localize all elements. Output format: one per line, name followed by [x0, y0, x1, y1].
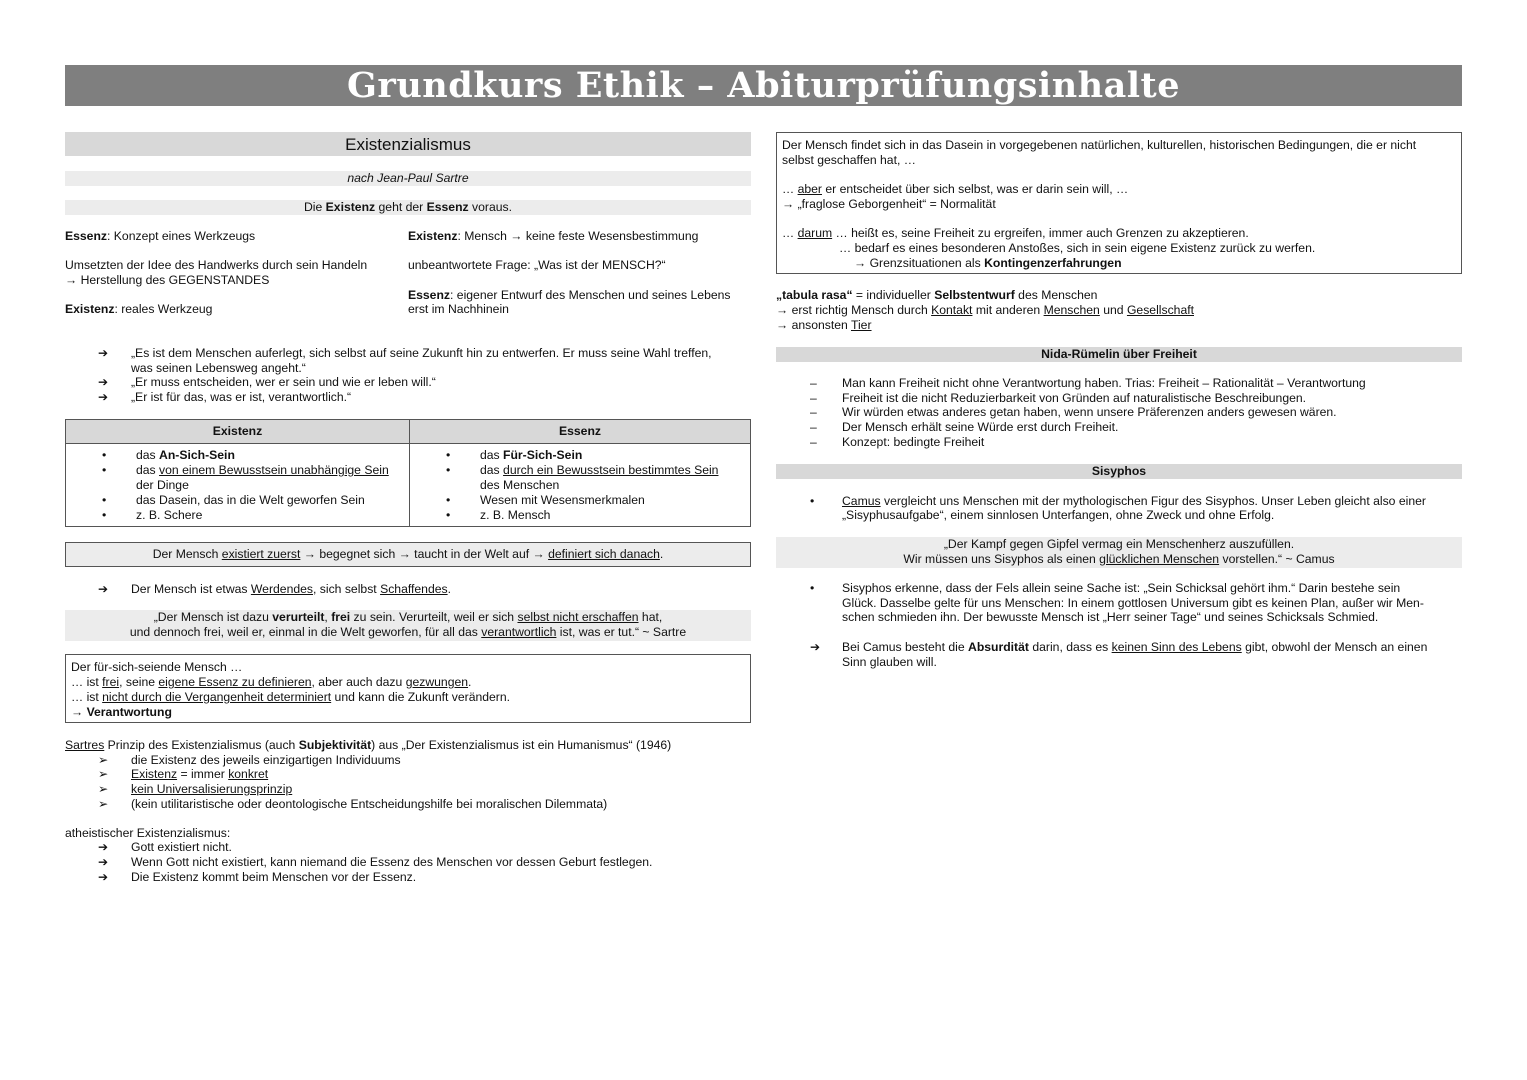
col1-line4: Existenz: reales Werkzeug: [65, 302, 213, 316]
prinzip-item-4: (kein utilitaristische oder deontologische Entscheidungshilfe bei moralischen Dilemmata): [131, 797, 608, 811]
sisyphos-p2-line3: schen schmieden ihn. Der bewusste Mensch ist „Herr seiner Tage“ und seines Schicksals Schmied.: [842, 610, 1379, 624]
atheist-item-1: Gott existiert nicht.: [131, 840, 232, 854]
sisyphos-p1-line2: „Sisyphusaufgabe“, einem sinnlosen Unterfangen, ohne Zweck und ohne Erfolg.: [842, 508, 1275, 522]
col1-line3: → Herstellung des GEGENSTANDES: [65, 273, 270, 287]
quote-2: „Er muss entscheiden, wer er sein und wie er leben will.“: [131, 375, 436, 389]
nida-item-3: Wir würden etwas anderes getan haben, wenn unsere Präferenzen anders gewesen wären.: [842, 405, 1337, 419]
thesis: Die Existenz geht der Essenz voraus.: [65, 200, 751, 215]
page-title: Grundkurs Ethik – Abiturprüfungsinhalte: [347, 65, 1180, 106]
arrow-icon: ➔: [98, 582, 109, 596]
col1-line2: Umsetzten der Idee des Handwerks durch sein Handeln: [65, 258, 368, 272]
section-heading-existenzialismus: Existenzialismus: [65, 132, 751, 156]
dash-bullet: –: [810, 435, 817, 449]
col2-line3: Essenz: eigener Entwurf des Menschen und seines Lebens: [408, 288, 731, 302]
section-heading-nida: Nida-Rümelin über Freiheit: [776, 347, 1462, 362]
nida-item-5: Konzept: bedingte Freiheit: [842, 435, 985, 449]
dash-bullet: –: [810, 376, 817, 390]
atheist-head: atheistischer Existenzialismus:: [65, 826, 231, 840]
atheist-item-2: Wenn Gott nicht existiert, kann niemand die Essenz des Menschen vor dessen Geburt festlegen.: [131, 855, 653, 869]
existenz-essenz-table: [65, 419, 751, 527]
bullet-dot: •: [810, 494, 815, 508]
atheist-item-3: Die Existenz kommt beim Menschen vor der Essenz.: [131, 870, 417, 884]
nida-item-2: Freiheit ist die nicht Reduzierbarkeit von Gründen auf naturalistische Beschreibungen.: [842, 391, 1307, 405]
tabula-line-3: → ansonsten Tier: [776, 318, 872, 332]
triangle-bullet-icon: ➢: [98, 782, 109, 796]
sisyphos-p2-line2: Glück. Dasselbe gelte für uns Menschen: In einem gottlosen Universum gibt es keinen Plan, außer wir Men-: [842, 596, 1424, 610]
title-bar: [65, 65, 1462, 106]
triangle-bullet-icon: ➢: [98, 797, 109, 811]
tabula-line-1: „tabula rasa“ = individueller Selbstentwurf des Menschen: [776, 288, 1098, 302]
prinzip-item-1: die Existenz des jeweils einzigartigen Individuums: [131, 753, 401, 767]
dasein-box: Der Mensch findet sich in das Dasein in vorgegebenen natürlichen, kulturellen, historischen Bedingungen, die er nicht selbst geschaffen hat, … … aber er entscheidet über sich selbst, was er darin sein will, … → „fraglose Geborgenheit“ = Normalität … darum … heißt es, seine Freiheit zu ergreifen, immer auch Grenzen zu akzeptieren. … bedarf es eines besonderen Anstoßes, sich in sein eigene Existenz zurück zu werfen. → Grenzsituationen als Kontingenzerfahrungen: [776, 132, 1462, 274]
prinzip-head: Sartres Prinzip des Existenzialismus (auch Subjektivität) aus „Der Existenzialismus ist ein Humanismus“ (1946): [65, 738, 672, 752]
triangle-bullet-icon: ➢: [98, 767, 109, 781]
col2-line1: Existenz: Mensch → keine feste Wesensbestimmung: [408, 229, 699, 243]
triangle-bullet-icon: ➢: [98, 753, 109, 767]
dash-bullet: –: [810, 405, 817, 419]
col2-line4: erst im Nachhinein: [408, 302, 509, 316]
bullet-dot: •: [810, 581, 815, 595]
fuersich-box: Der für-sich-seiende Mensch … … ist frei, seine eigene Essenz zu definieren, aber auch dazu gezwungen. … ist nicht durch die Vergangenheit determiniert und kann die Zukunft verändern. → Verantwortung: [65, 654, 751, 723]
arrow-icon: ➔: [810, 640, 821, 654]
prinzip-item-2: Existenz = immer konkret: [131, 767, 269, 781]
col2-line2: unbeantwortete Frage: „Was ist der MENSCH?“: [408, 258, 666, 272]
table-cell-essenz: • das Für-Sich-Sein • das durch ein Bewusstsein bestimmtes Sein des Menschen • Wesen mit Wesensmerkmalen • z. B. Mensch: [410, 444, 751, 527]
nida-item-1: Man kann Freiheit nicht ohne Verantwortung haben. Trias: Freiheit – Rationalität – Verantwortung: [842, 376, 1366, 390]
arrow-icon: ➔: [98, 390, 109, 404]
table-cell-existenz: • das An-Sich-Sein • das von einem Bewusstsein unabhängige Sein der Dinge • das Dasein, das in die Welt geworfen Sein • z. B. Schere: [66, 444, 410, 527]
quote-3: „Er ist für das, was er ist, verantwortlich.“: [131, 390, 352, 404]
prinzip-item-3: kein Universalisierungsprinzip: [131, 782, 293, 796]
werden-line: Der Mensch ist etwas Werdendes, sich selbst Schaffendes.: [131, 582, 451, 596]
sisyphos-p2-line1: Sisyphos erkenne, dass der Fels allein seine Sache ist: „Sein Schicksal gehört ihm.“ Darin bestehe sein: [842, 581, 1401, 595]
dash-bullet: –: [810, 420, 817, 434]
dash-bullet: –: [810, 391, 817, 405]
nida-item-4: Der Mensch erhält seine Würde erst durch Freiheit.: [842, 420, 1119, 434]
arrow-icon: ➔: [98, 375, 109, 389]
col1-line1: Essenz: Konzept eines Werkzeugs: [65, 229, 256, 243]
subtitle: nach Jean-Paul Sartre: [65, 171, 751, 186]
flow-box: Der Mensch existiert zuerst → begegnet sich → taucht in der Welt auf → definiert sich danach.: [65, 542, 751, 567]
sisyphos-p3-line2: Sinn glauben will.: [842, 655, 937, 669]
quote-1b: was seinen Lebensweg angeht.“: [131, 361, 306, 375]
camus-quote: „Der Kampf gegen Gipfel vermag ein Menschenherz auszufüllen. Wir müssen uns Sisyphos als einen glücklichen Menschen vorstellen.“ ~ Camus: [776, 537, 1462, 568]
arrow-icon: ➔: [98, 346, 109, 360]
sartre-quote: „Der Mensch ist dazu verurteilt, frei zu sein. Verurteilt, weil er sich selbst nicht erschaffen hat, und dennoch frei, weil er, einmal in die Welt geworfen, für all das verantwortlich ist, was er tut.“ ~ Sartre: [65, 610, 751, 641]
tabula-line-2: → erst richtig Mensch durch Kontakt mit anderen Menschen und Gesellschaft: [776, 303, 1194, 317]
table-header-existenz: Existenz: [66, 420, 410, 444]
section-heading-sisyphos: Sisyphos: [776, 464, 1462, 479]
arrow-icon: ➔: [98, 870, 109, 884]
arrow-icon: ➔: [98, 840, 109, 854]
arrow-icon: ➔: [98, 855, 109, 869]
quote-1a: „Es ist dem Menschen auferlegt, sich selbst auf seine Zukunft hin zu entwerfen. Er muss seine Wahl treffen,: [131, 346, 712, 360]
sisyphos-p1-line1: Camus vergleicht uns Menschen mit der mythologischen Figur des Sisyphos. Unser Leben gleicht also einer: [842, 494, 1426, 508]
sisyphos-p3-line1: Bei Camus besteht die Absurdität darin, dass es keinen Sinn des Lebens gibt, obwohl der Mensch an einen: [842, 640, 1428, 654]
table-header-essenz: Essenz: [410, 420, 751, 444]
